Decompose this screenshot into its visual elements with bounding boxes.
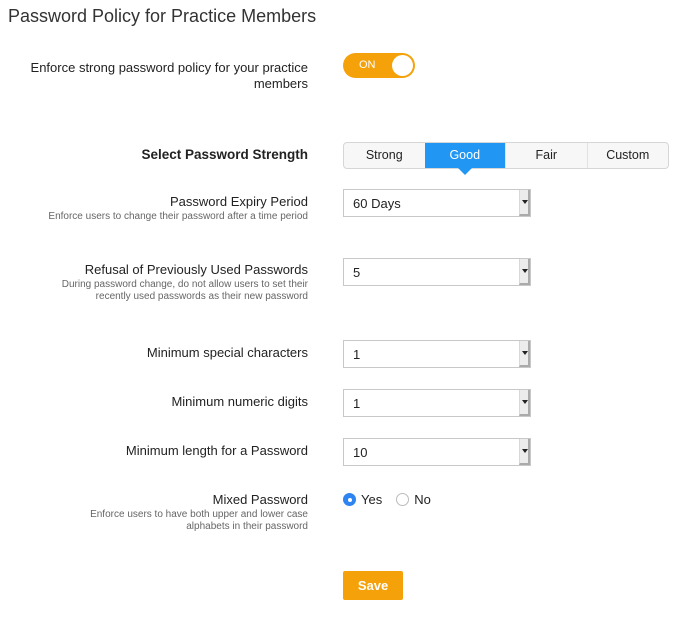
strength-option-fair[interactable]: Fair [505, 143, 587, 168]
refusal-value: 5 [353, 265, 361, 280]
special-chars-label: Minimum special characters [146, 345, 308, 360]
min-length-value: 10 [353, 445, 368, 460]
refusal-label: Refusal of Previously Used Passwords [84, 262, 308, 277]
dropdown-arrow-icon[interactable] [519, 190, 530, 216]
strength-label-group [141, 147, 308, 163]
expiry-label: Password Expiry Period [170, 194, 308, 209]
page-title: Password Policy for Practice Members [8, 6, 317, 26]
mixed-label: Mixed Password [212, 492, 308, 507]
min-length-label-group [126, 443, 308, 459]
radio-no-label[interactable]: No [414, 492, 431, 507]
expiry-value: 60 Days [353, 196, 401, 211]
expiry-label-group [48, 194, 308, 223]
strength-option-strong[interactable]: Strong [365, 148, 403, 162]
strength-label: Select Password Strength [141, 147, 308, 162]
dropdown-arrow-icon[interactable] [519, 259, 530, 285]
refusal-label-group [38, 262, 308, 303]
special-chars-select[interactable] [343, 340, 531, 368]
dropdown-arrow-icon[interactable] [519, 390, 530, 416]
radio-no[interactable] [396, 493, 409, 506]
save-button[interactable]: Save [343, 571, 403, 600]
toggle-state-label: ON [359, 59, 376, 71]
refusal-description: During password change, do not allow users to set their recently used passwords as their new password [61, 279, 308, 302]
numeric-digits-value: 1 [353, 396, 361, 411]
mixed-radio-group [343, 492, 445, 507]
dropdown-arrow-icon[interactable] [519, 439, 530, 465]
toggle-knob [392, 55, 413, 76]
special-chars-value: 1 [353, 347, 361, 362]
min-length-select[interactable] [343, 438, 531, 466]
mixed-label-group [48, 492, 308, 533]
radio-yes-label[interactable]: Yes [361, 492, 383, 507]
radio-yes[interactable] [343, 493, 356, 506]
enforce-label-group [8, 60, 308, 92]
numeric-digits-label: Minimum numeric digits [171, 394, 308, 409]
enforce-label: Enforce strong password policy for your practice members [30, 60, 308, 91]
numeric-digits-label-group [171, 394, 308, 410]
mixed-description: Enforce users to have both upper and lower case alphabets in their password [90, 509, 308, 532]
expiry-description: Enforce users to change their password after a time period [48, 211, 308, 222]
expiry-select[interactable] [343, 189, 531, 217]
strength-option-good[interactable]: Good [425, 143, 506, 168]
min-length-label: Minimum length for a Password [125, 443, 308, 458]
enforce-toggle[interactable] [343, 53, 415, 78]
numeric-digits-select[interactable] [343, 389, 531, 417]
special-chars-label-group [147, 345, 308, 361]
refusal-select[interactable] [343, 258, 531, 286]
strength-option-custom[interactable]: Custom [587, 143, 669, 168]
dropdown-arrow-icon[interactable] [519, 341, 530, 367]
strength-segmented-control [343, 142, 669, 169]
